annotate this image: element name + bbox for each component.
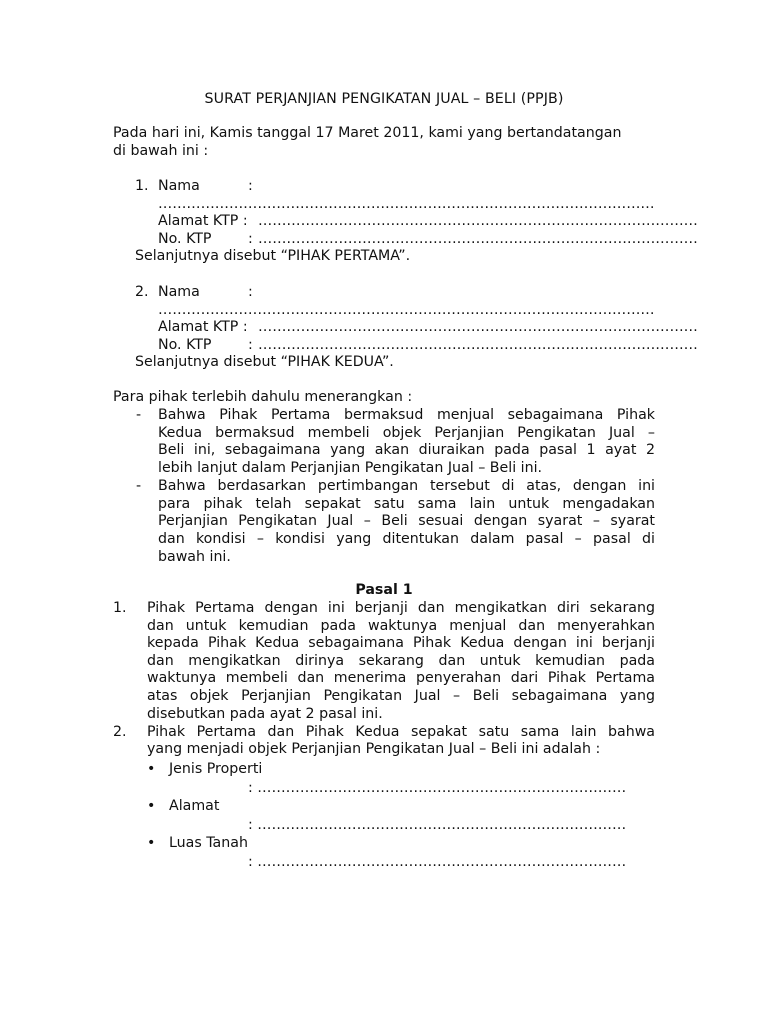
party-designation: Selanjutnya disebut “PIHAK KEDUA”.	[135, 354, 394, 370]
no-ktp-colon: :	[248, 231, 253, 247]
recitals-heading: Para pihak terlebih dahulu menerangkan :	[113, 389, 413, 405]
field-value-alamat: : ……………………………………………………………………	[248, 817, 627, 833]
ayat-1-line: atas objek Perjanjian Pengikatan Jual – Beli sebagaimana yang	[147, 688, 655, 704]
bullet: •	[147, 798, 156, 814]
recital-1-line: Kedua bermaksud membeli objek Perjanjian Pengikatan Jual –	[158, 425, 655, 441]
no-ktp-dots: …………………………………………………………………………………	[258, 337, 698, 353]
intro-line-2: di bawah ini :	[113, 143, 209, 159]
pasal-1-heading: Pasal 1	[355, 582, 413, 598]
recital-2-line: Bahwa berdasarkan pertimbangan tersebut di atas, dengan ini	[158, 478, 655, 494]
field-value-jenis-properti: : ……………………………………………………………………	[248, 780, 627, 796]
ayat-1-line: waktunya membeli dan menerima penyerahan dari Pihak Pertama	[147, 670, 655, 686]
ayat-2-line: Pihak Pertama dan Pihak Kedua sepakat satu sama lain bahwa	[147, 724, 655, 740]
nama-dots: ……………………………………………………………………………………………	[158, 302, 655, 318]
ayat-1-number: 1.	[113, 600, 127, 616]
recital-1-line: Bahwa Pihak Pertama bermaksud menjual sebagaimana Pihak	[158, 407, 655, 423]
nama-label: Nama	[158, 284, 200, 300]
party-number: 2.	[135, 284, 149, 300]
document-title: SURAT PERJANJIAN PENGIKATAN JUAL – BELI (PPJB)	[204, 91, 564, 107]
no-ktp-label: No. KTP	[158, 231, 212, 247]
no-ktp-label: No. KTP	[158, 337, 212, 353]
dash-marker: -	[136, 478, 142, 494]
alamat-ktp-dots: …………………………………………………………………………………	[258, 213, 698, 229]
ayat-1-line: dan mengikatkan dirinya sekarang dan untuk kemudian pada	[147, 653, 655, 669]
ayat-1-line: dan untuk kemudian pada waktunya menjual dan menyerahkan	[147, 618, 655, 634]
alamat-ktp-label: Alamat KTP :	[158, 319, 248, 335]
dash-marker: -	[136, 407, 142, 423]
ayat-1-line: disebutkan pada ayat 2 pasal ini.	[147, 706, 383, 722]
bullet: •	[147, 761, 156, 777]
field-label-jenis-properti: Jenis Properti	[169, 761, 263, 777]
alamat-ktp-dots: …………………………………………………………………………………	[258, 319, 698, 335]
nama-colon: :	[248, 178, 253, 194]
bullet: •	[147, 835, 156, 851]
recital-1-line: lebih lanjut dalam Perjanjian Pengikatan Jual – Beli ini.	[158, 460, 543, 476]
recital-1-line: Beli ini, sebagaimana yang akan diuraikan pada pasal 1 ayat 2	[158, 442, 655, 458]
no-ktp-dots: …………………………………………………………………………………	[258, 231, 698, 247]
ayat-1-line: Pihak Pertama dengan ini berjanji dan mengikatkan diri sekarang	[147, 600, 655, 616]
field-label-alamat: Alamat	[169, 798, 220, 814]
recital-2-line: dan kondisi – kondisi yang ditentukan dalam pasal – pasal di	[158, 531, 655, 547]
nama-colon: :	[248, 284, 253, 300]
alamat-ktp-label: Alamat KTP :	[158, 213, 248, 229]
intro-line-1: Pada hari ini, Kamis tanggal 17 Maret 2011, kami yang bertandatangan	[113, 125, 622, 141]
ayat-1-line: kepada Pihak Kedua sebagaimana Pihak Kedua dengan ini berjanji	[147, 635, 655, 651]
nama-label: Nama	[158, 178, 200, 194]
ayat-2-number: 2.	[113, 724, 127, 740]
field-value-luas-tanah: : ……………………………………………………………………	[248, 854, 627, 870]
ayat-2-line: yang menjadi objek Perjanjian Pengikatan Jual – Beli ini adalah :	[147, 741, 601, 757]
party-number: 1.	[135, 178, 149, 194]
no-ktp-colon: :	[248, 337, 253, 353]
field-label-luas-tanah: Luas Tanah	[169, 835, 248, 851]
party-designation: Selanjutnya disebut “PIHAK PERTAMA”.	[135, 248, 411, 264]
nama-dots: ……………………………………………………………………………………………	[158, 196, 655, 212]
recital-2-line: bawah ini.	[158, 549, 231, 565]
recital-2-line: Perjanjian Pengikatan Jual – Beli sesuai dengan syarat – syarat	[158, 513, 655, 529]
recital-2-line: para pihak telah sepakat satu sama lain untuk mengadakan	[158, 496, 655, 512]
